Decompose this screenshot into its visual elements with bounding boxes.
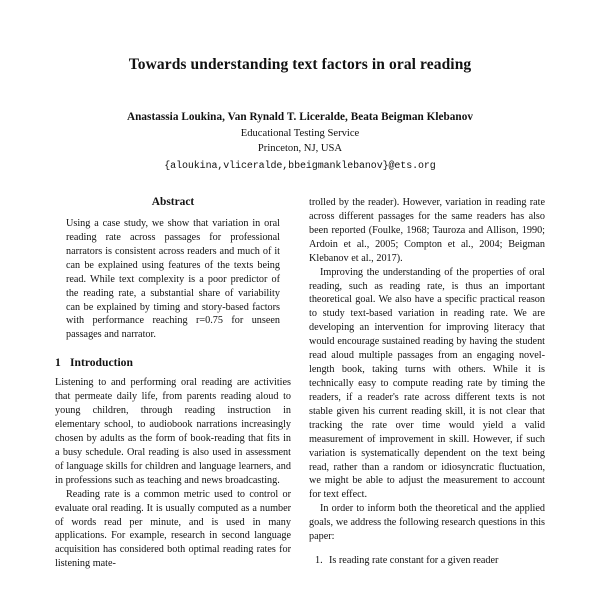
right-column xyxy=(309,196,545,600)
location: Princeton, NJ, USA xyxy=(257,142,343,154)
list-item xyxy=(315,554,545,568)
section-heading-introduction xyxy=(55,356,291,369)
list-item-number: 1. xyxy=(315,555,323,567)
list-item-text: Is reading rate constant for a given reader xyxy=(329,555,499,567)
intro-paragraph-2: Reading rate is a common metric used to control or evaluate oral reading. It is usually computed as a number of words read per minute, and is used in many applications. For example, research in second language acquisition has considered both optimal reading rates for listening mate- xyxy=(55,488,291,570)
intro-paragraph-1: Listening to and performing oral reading are activities that permeate daily life, from parents reading aloud to young children, through reading instruction in elementary school, to audiobook narrations increasingly chosen by adults as the form of book-reading that fits in a busy schedule. Oral reading is also used in assessment of language skills for children and language learners, and in professions such as teaching and news broadcasting. xyxy=(55,377,291,486)
left-column xyxy=(55,196,291,600)
page-title: Towards understanding text factors in oral reading xyxy=(128,56,472,73)
intro-paragraph-5: In order to inform both the theoretical and the applied goals, we address the following research questions in this paper: xyxy=(309,503,545,543)
author-emails: {aloukina,vliceralde,bbeigmanklebanov}@ets.org xyxy=(164,161,436,173)
intro-paragraph-4: Improving the understanding of the properties of oral reading, such as reading rate, is thus an important theoretical goal. We also have a specific practical reason to study text-based variation in reading rate. We are developing an intervention for improving literacy that would encourage sustained reading by having the student read aloud multiple passages from an engaging novel-length book, taking turns with others. While it is technically easy to compute reading rate by timing the readers, if a reader's rate across different texts is not stable given his current reading skill, it is not clear that tracking the rate over time would yield a valid measurement of improvement in skill. However, if such variation is systematically dependent on the text being read, rather than a random or idiosyncratic fluctuation, we might be able to adjust the measurement to account for text effect. xyxy=(309,266,545,501)
abstract-text: Using a case study, we show that variation in oral reading rate across passages for professional narrators is consistent across readers and much of it can be explained using features of the texts being read. While text complexity is a poor predictor of the reading rate, a substantial share of variability can be explained by timing and story-based factors with performance reaching r=0.75 for unseen passages and narrator. xyxy=(66,218,280,341)
intro-paragraph-3: trolled by the reader). However, variation in reading rate across different passages for the same readers has also been reported (Foulke, 1968; Tauroza and Allison, 1990; Ardoin et al., 2005; Compton et al., 2004; Beigman Klebanov et al., 2017). xyxy=(309,197,545,264)
section-number: 1 xyxy=(55,356,61,370)
body-columns xyxy=(55,196,545,600)
section-title: Introduction xyxy=(70,356,133,370)
abstract-section xyxy=(55,196,291,342)
title-block xyxy=(55,0,545,74)
author-list: Anastassia Loukina, Van Rynald T. Liceralde, Beata Beigman Klebanov xyxy=(127,111,473,124)
author-block xyxy=(55,109,545,175)
abstract-heading: Abstract xyxy=(151,196,195,208)
research-questions-list xyxy=(309,554,545,568)
affiliation: Educational Testing Service xyxy=(240,127,360,139)
